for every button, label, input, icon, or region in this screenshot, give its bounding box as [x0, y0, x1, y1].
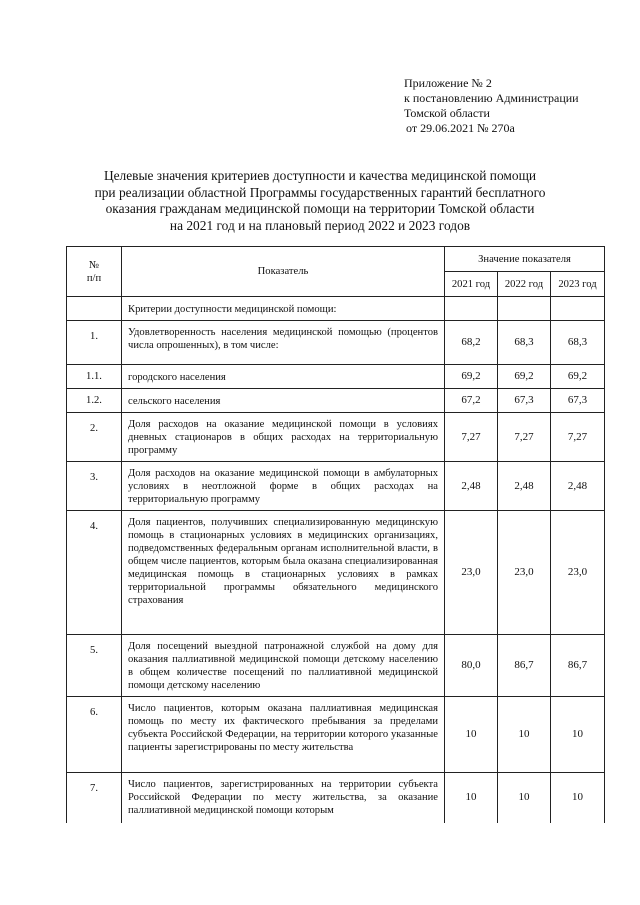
row-value-2023: 7,27 — [551, 413, 605, 462]
row-indicator: Доля расходов на оказание медицинской помощи в амбулаторных условиях в неотложной форме в общих расходах на территориальную программу — [122, 462, 445, 511]
row-value-2021: 23,0 — [445, 511, 498, 635]
table-row — [67, 321, 605, 365]
table-row — [67, 635, 605, 697]
row-indicator: Число пациентов, зарегистрированных на территории субъекта Российской Федерации по месту жительства, за оказание паллиативной медицинской помощи которым — [122, 773, 445, 823]
row-value-2023: 68,3 — [551, 321, 605, 365]
row-value-2022: 23,0 — [498, 511, 551, 635]
row-number: 1.2. — [67, 389, 122, 413]
row-value-2023: 67,3 — [551, 389, 605, 413]
row-indicator: Доля пациентов, получивших специализированную медицинскую помощь в стационарных условиях в медицинских организациях, подведомственных федеральным органам исполнительной власти, в общем числе пациентов, которым была оказана специализированная медицинская помощь в стационарных условиях в рамках территориальной программы обязательного медицинского страхования — [122, 511, 445, 635]
document-title — [70, 168, 570, 234]
row-number: 5. — [67, 635, 122, 697]
row-indicator: Доля расходов на оказание медицинской помощи в условиях дневных стационаров в общих расходах на территориальную программу — [122, 413, 445, 462]
row-value-2023: 2,48 — [551, 462, 605, 511]
row-value-2021: 7,27 — [445, 413, 498, 462]
row-indicator: сельского населения — [122, 389, 445, 413]
row-indicator: Доля посещений выездной патронажной службой на дому для оказания паллиативной медицинской помощи детскому населению в общем количестве посещений по паллиативной медицинской помощи детскому населению — [122, 635, 445, 697]
row-value-2022: 10 — [498, 697, 551, 773]
table-row — [67, 365, 605, 389]
table-row — [67, 389, 605, 413]
row-number: 6. — [67, 697, 122, 773]
row-indicator: Число пациентов, которым оказана паллиативная медицинская помощь по месту их фактического пребывания за пределами субъекта Российской Федерации, на территории которого указанные пациенты зарегистрированы по месту жительства — [122, 697, 445, 773]
row-indicator: городского населения — [122, 365, 445, 389]
title-line: при реализации областной Программы государственных гарантий бесплатного — [94, 184, 546, 200]
column-header-indicator: Показатель — [122, 247, 445, 297]
row-value-2021: 2,48 — [445, 462, 498, 511]
row-value-2021: 10 — [445, 697, 498, 773]
row-value-2023: 23,0 — [551, 511, 605, 635]
row-value-2021: 68,2 — [445, 321, 498, 365]
row-number: 1.1. — [67, 365, 122, 389]
appendix-header — [404, 76, 579, 136]
section-label: Критерии доступности медицинской помощи: — [122, 297, 445, 321]
column-header-2023: 2023 год — [551, 272, 605, 297]
row-number: 3. — [67, 462, 122, 511]
row-number: 4. — [67, 511, 122, 635]
table-row — [67, 773, 605, 823]
row-value-2022: 10 — [498, 773, 551, 823]
row-value-2021: 69,2 — [445, 365, 498, 389]
appendix-line: Приложение № 2 — [404, 76, 492, 90]
column-header-value-group: Значение показателя — [445, 247, 605, 272]
criteria-table — [66, 246, 605, 823]
table-row — [67, 462, 605, 511]
row-value-2022: 68,3 — [498, 321, 551, 365]
table-header-row — [67, 247, 605, 272]
row-number: 1. — [67, 321, 122, 365]
column-header-2022: 2022 год — [498, 272, 551, 297]
appendix-line: к постановлению Администрации — [404, 91, 579, 105]
title-line: оказания гражданам медицинской помощи на территории Томской области — [105, 201, 535, 217]
row-number: 7. — [67, 773, 122, 823]
row-value-2022: 7,27 — [498, 413, 551, 462]
column-header-number: № п/п — [67, 247, 122, 297]
row-value-2021: 10 — [445, 773, 498, 823]
row-indicator: Удовлетворенность населения медицинской помощью (процентов числа опрошенных), в том числе: — [122, 321, 445, 365]
row-value-2022: 86,7 — [498, 635, 551, 697]
table-row — [67, 697, 605, 773]
title-line: Целевые значения критериев доступности и качества медицинской помощи — [103, 168, 537, 183]
row-value-2021: 80,0 — [445, 635, 498, 697]
row-value-2023: 69,2 — [551, 365, 605, 389]
row-value-2022: 67,3 — [498, 389, 551, 413]
row-value-2023: 10 — [551, 697, 605, 773]
row-value-2023: 86,7 — [551, 635, 605, 697]
table-row — [67, 511, 605, 635]
column-header-2021: 2021 год — [445, 272, 498, 297]
row-value-2022: 69,2 — [498, 365, 551, 389]
row-value-2022: 2,48 — [498, 462, 551, 511]
appendix-line: Томской области — [404, 106, 490, 120]
table-row — [67, 413, 605, 462]
section-row — [67, 297, 605, 321]
row-number: 2. — [67, 413, 122, 462]
appendix-line: от 29.06.2021 № 270а — [406, 121, 515, 135]
row-value-2021: 67,2 — [445, 389, 498, 413]
row-value-2023: 10 — [551, 773, 605, 823]
title-line: на 2021 год и на плановый период 2022 и 2023 годов — [169, 217, 471, 233]
